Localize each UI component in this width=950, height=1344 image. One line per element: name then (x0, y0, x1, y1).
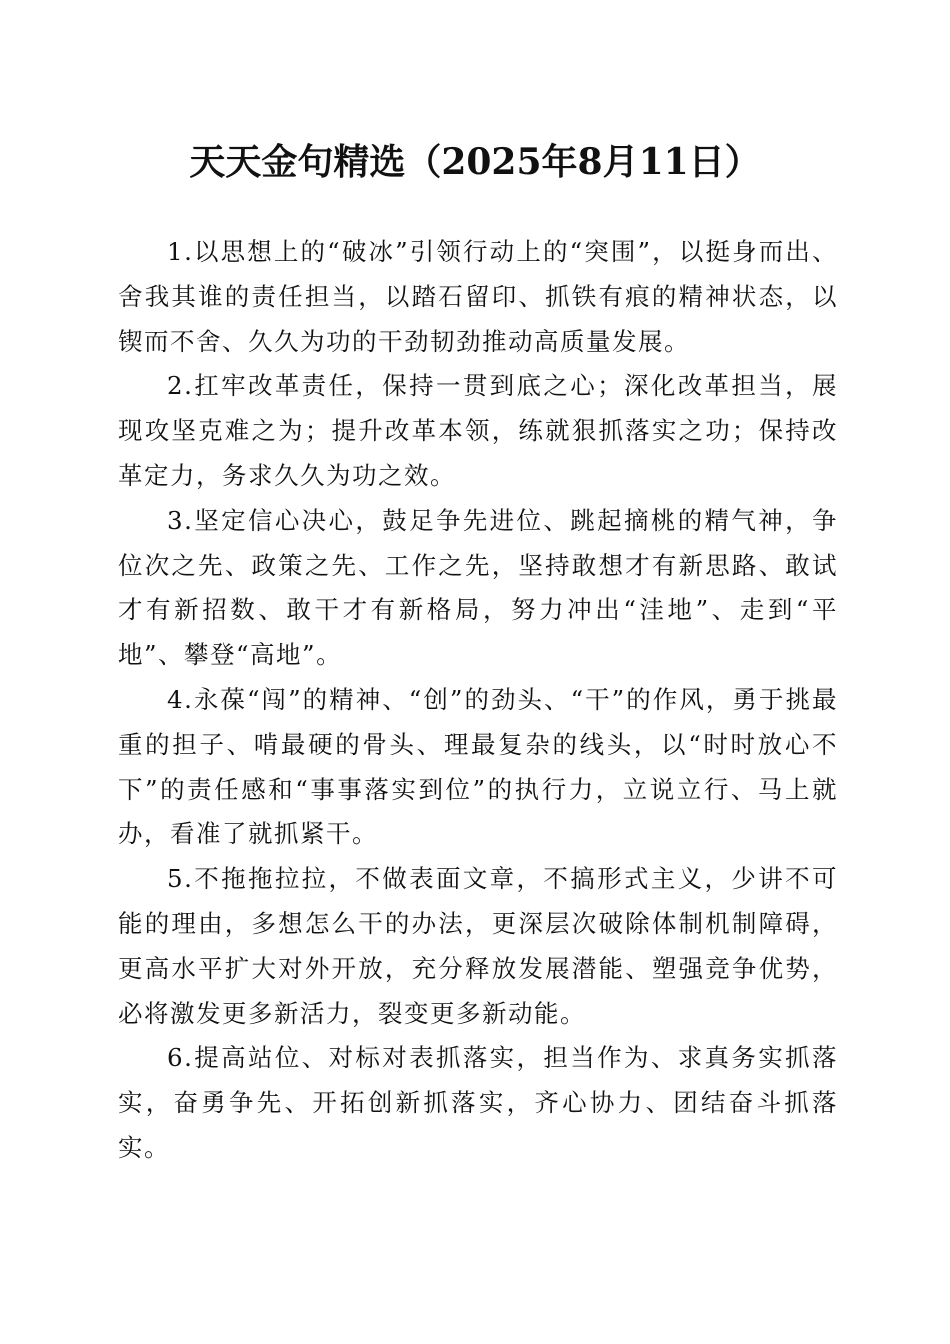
page-title: 天天金句精选（2025年8月11日） (189, 141, 761, 183)
paragraph-2: 2.扛牢改革责任，保持一贯到底之心；深化改革担当，展现攻坚克难之为；提升改革本领，练就狠抓落实之功；保持改革定力，务求久久为功之效。 (118, 371, 838, 490)
paragraph-5: 5.不拖拖拉拉，不做表面文章，不搞形式主义，少讲不可能的理由，多想怎么干的办法，更深层次破除体制机制障碍，更高水平扩大对外开放，充分释放发展潜能、塑强竞争优势，必将激发更多新活力，裂变更多新动能。 (118, 864, 838, 1028)
paragraph-6: 6.提高站位、对标对表抓落实，担当作为、求真务实抓落实，奋勇争先、开拓创新抓落实，齐心协力、团结奋斗抓落实。 (118, 1043, 838, 1162)
paragraph-1: 1.以思想上的“破冰”引领行动上的“突围”，以挺身而出、舍我其谁的责任担当，以踏石留印、抓铁有痕的精神状态，以锲而不舍、久久为功的干劲韧劲推动高质量发展。 (118, 237, 838, 356)
paragraph-4: 4.永葆“闯”的精神、“创”的劲头、“干”的作风，勇于挑最重的担子、啃最硬的骨头、理最复杂的线头，以“时时放心不下”的责任感和“事事落实到位”的执行力，立说立行、马上就办，看准了就抓紧干。 (118, 684, 838, 849)
paragraph-3: 3.坚定信心决心，鼓足争先进位、跳起摘桃的精气神，争位次之先、政策之先、工作之先，坚持敢想才有新思路、敢试才有新招数、敢干才有新格局，努力冲出“洼地”、走到“平地”、攀登“高地”。 (118, 505, 838, 670)
document-body (118, 230, 838, 1171)
